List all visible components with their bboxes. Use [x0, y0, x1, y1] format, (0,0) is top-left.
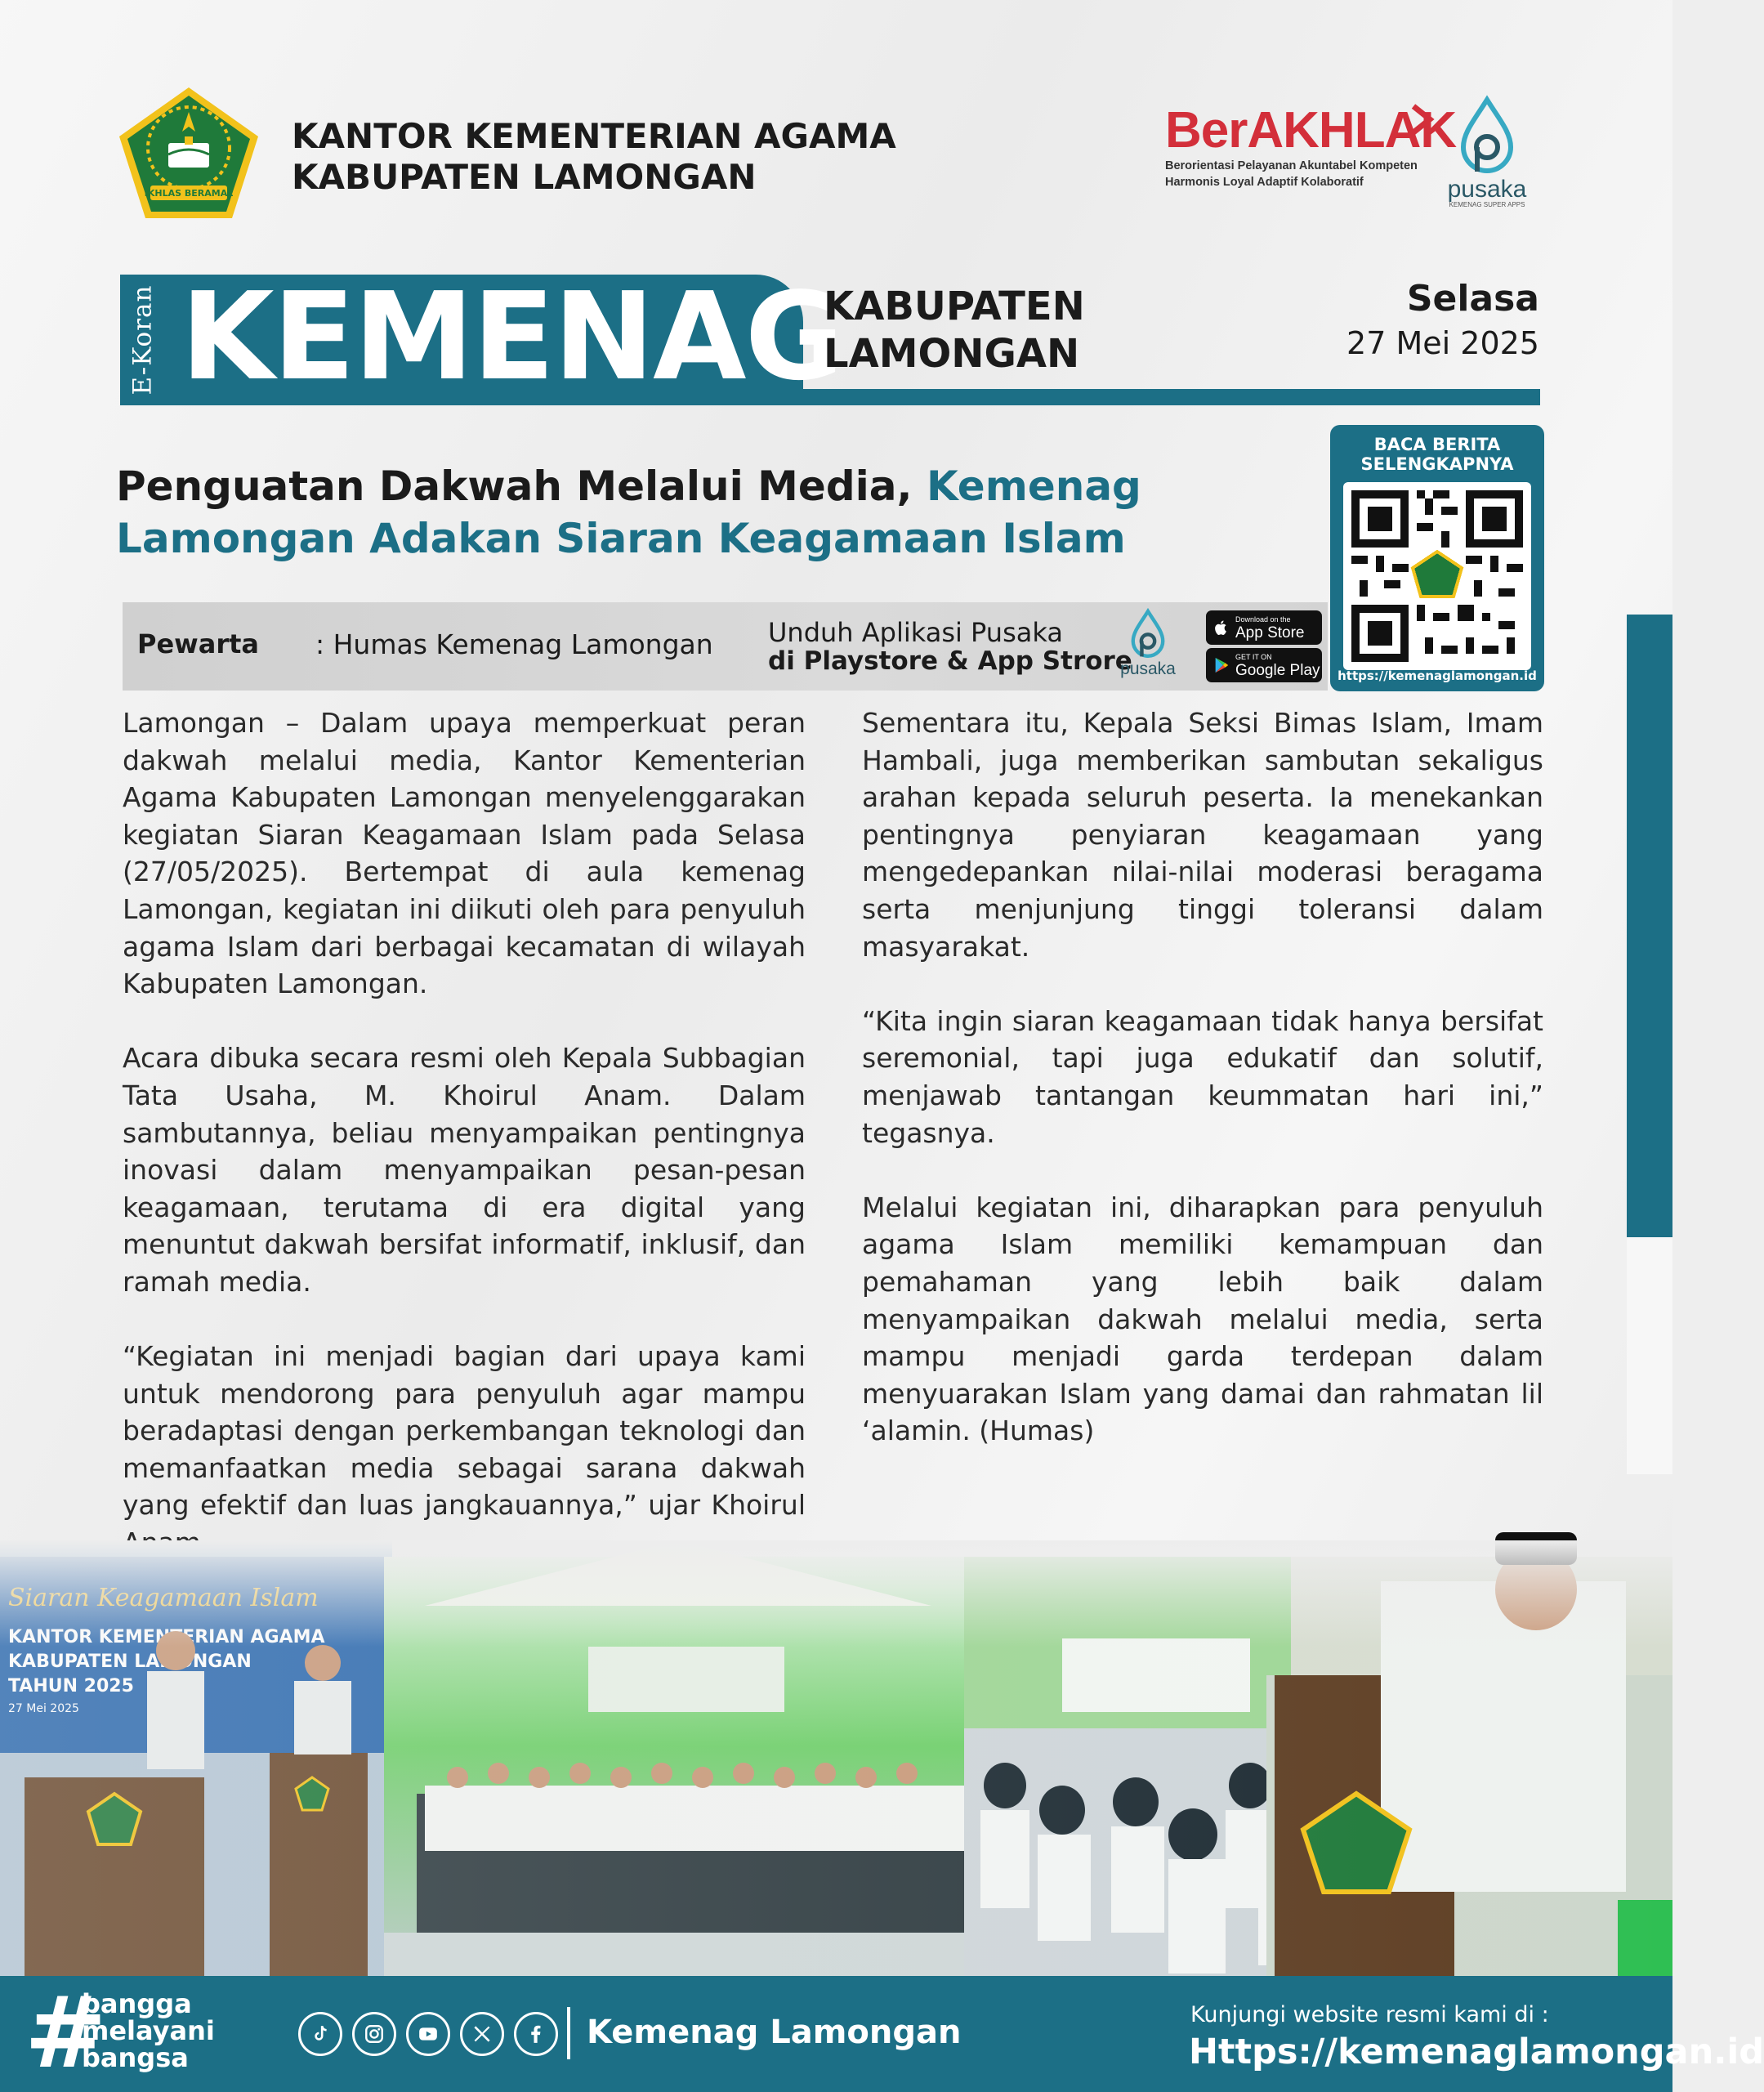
pewarta-label: Pewarta	[137, 628, 259, 659]
instagram-icon[interactable]	[352, 2012, 396, 2056]
kemenag-logo	[114, 84, 263, 221]
photo-fade	[0, 1540, 1672, 1647]
youtube-icon[interactable]	[406, 2012, 450, 2056]
office-line-1: KANTOR KEMENTERIAN AGAMA	[292, 116, 896, 156]
pusaka-mini-icon	[1130, 609, 1166, 661]
berakhlak-title: BerAKHLAK	[1165, 102, 1457, 159]
x-icon[interactable]	[460, 2012, 504, 2056]
berakhlak-line-2: Harmonis Loyal Adaptif Kolaboratif	[1165, 176, 1364, 189]
pusaka-mini-name: pusaka	[1120, 659, 1176, 678]
google-play-big: Google Play	[1235, 661, 1320, 679]
office-line-2: KABUPATEN LAMONGAN	[292, 157, 757, 197]
tagline-line-2: melayani	[82, 2015, 215, 2046]
hashtag-symbol: #	[25, 1977, 107, 2090]
download-line-2: di Playstore & App Strore	[768, 646, 1132, 676]
article-paragraph: “Kita ingin siaran keagamaan tidak hanya bersifat seremonial, tapi juga edukatif dan solutif, menjawab tantangan keummatan hari ini,” tegasnya.	[862, 1004, 1543, 1149]
pusaka-drop-icon	[1458, 96, 1516, 178]
region-line-1: KABUPATEN	[824, 284, 1085, 329]
article-paragraph: Acara dibuka secara resmi oleh Kepala Subbagian Tata Usaha, M. Khoirul Anam. Dalam sambutannya, beliau menyampaikan pentingnya inovasi dalam menyampaikan pesan-pesan keagamaan, terutama di era digital yang menuntut dakwah bersifat informatif, inklusif, dan ramah media.	[123, 1042, 806, 1298]
footer-website-link[interactable]: Https://kemenaglamongan.id	[1189, 2032, 1764, 2072]
e-koran-label: E-Koran	[127, 284, 157, 396]
side-accent-bar	[1627, 615, 1672, 1237]
qr-url[interactable]: https://kemenaglamongan.id	[1338, 668, 1537, 683]
article-paragraph: “Kegiatan ini menjadi bagian dari upaya kami untuk mendorong para penyuluh agar mampu beradaptasi dengan perkembangan teknologi dan memanfaatkan media sebagai sarana dakwah yang efektif dan luas jangkauannya,” ujar Khoirul	[123, 1340, 806, 1522]
berakhlak-chevron-icon	[1410, 103, 1435, 136]
article-column-right	[862, 704, 1543, 1486]
app-store-small: Download on the	[1235, 615, 1291, 624]
article-paragraph: Sementara itu, Kepala Seksi Bimas Islam, Imam Hambali, juga memberikan sambutan sekaligus arahan kepada seluruh peserta. Ia menekankan pentingnya penyiaran keagamaan yang mengedepankan nilai-nilai moderasi beragama serta menjunjung tinggi toleransi dalam masyarakat.	[862, 707, 1543, 963]
footer-visit-label: Kunjungi website resmi kami di :	[1190, 2002, 1549, 2027]
issue-date: 27 Mei 2025	[1346, 325, 1539, 361]
google-play-badge[interactable]	[1206, 648, 1322, 682]
masthead-title: KEMENAG	[181, 266, 843, 407]
tiktok-icon[interactable]	[298, 2012, 342, 2056]
info-strip	[123, 602, 1328, 691]
qr-code[interactable]	[1343, 482, 1531, 670]
headline-part-1: Penguatan Dakwah Melalui Media,	[116, 463, 913, 510]
download-line-1: Unduh Aplikasi Pusaka	[768, 617, 1063, 648]
qr-code-icon	[1343, 482, 1531, 670]
footer-bar	[0, 1976, 1764, 2092]
app-store-big: App Store	[1235, 624, 1305, 641]
article-column-left	[123, 704, 806, 1598]
masthead-region	[824, 283, 1085, 378]
berakhlak-line-1: Berorientasi Pelayanan Akuntabel Kompeten	[1165, 159, 1418, 172]
issue-day: Selasa	[1406, 278, 1539, 320]
apple-icon	[1212, 618, 1230, 637]
article-paragraph: Melalui kegiatan ini, diharapkan para penyuluh agama Islam memiliki kemampuan dan pemahaman yang lebih baik dalam menyampaikan dakwah melalui media, serta mampu menjadi garda terdepan dalam menyuarakan Islam yang damai dan rahmatan lil ‘alamin. (Humas)	[862, 1191, 1543, 1447]
tagline-line-1: bangga	[82, 1988, 192, 2019]
pusaka-logo	[1438, 96, 1536, 211]
headline-part-2: Kemenag	[926, 463, 1141, 510]
app-store-badge[interactable]	[1206, 610, 1322, 645]
berakhlak-logo	[1165, 102, 1457, 211]
google-play-icon	[1212, 655, 1230, 675]
pusaka-sub: KEMENAG SUPER APPS	[1449, 201, 1525, 208]
qr-card[interactable]	[1330, 425, 1544, 691]
footer-divider	[567, 2007, 570, 2059]
tagline	[82, 1988, 215, 2073]
logo-motto: IKHLAS BERAMAL	[144, 188, 234, 199]
article-headline	[116, 460, 1309, 565]
qr-title-text: BACA BERITA SELENGKAPNYA	[1360, 435, 1514, 474]
pewarta-value: : Humas Kemenag Lamongan	[315, 628, 713, 660]
masthead-side-label	[120, 275, 164, 405]
masthead-title-block	[164, 266, 843, 407]
headline-part-3: Lamongan Adakan Siaran Keagamaan Islam	[116, 515, 1126, 562]
photo-collage	[0, 1540, 1672, 1978]
facebook-icon[interactable]	[514, 2012, 558, 2056]
pusaka-mini-logo	[1115, 609, 1181, 687]
office-name	[292, 116, 896, 198]
side-accent-light	[1627, 1237, 1672, 1474]
google-play-small: GET IT ON	[1235, 652, 1272, 661]
tagline-line-3: bangsa	[82, 2042, 189, 2073]
footer-brand: Kemenag Lamongan	[587, 2014, 962, 2051]
article-paragraph: Lamongan – Dalam upaya memperkuat peran dakwah melalui media, Kantor Kementerian Agama Kabupaten Lamongan menyelenggarakan kegiatan Siaran Keagamaan Islam pada Selasa (27/05/2025). Bertempat di aula kemenag Lamongan, kegiatan ini diikuti oleh para penyuluh agama Islam dari berbagai kecamatan di wilayah Kabupaten Lamongan.	[123, 707, 806, 1000]
qr-title	[1330, 435, 1544, 474]
pusaka-name: pusaka	[1447, 176, 1527, 203]
region-line-2: LAMONGAN	[824, 331, 1080, 377]
